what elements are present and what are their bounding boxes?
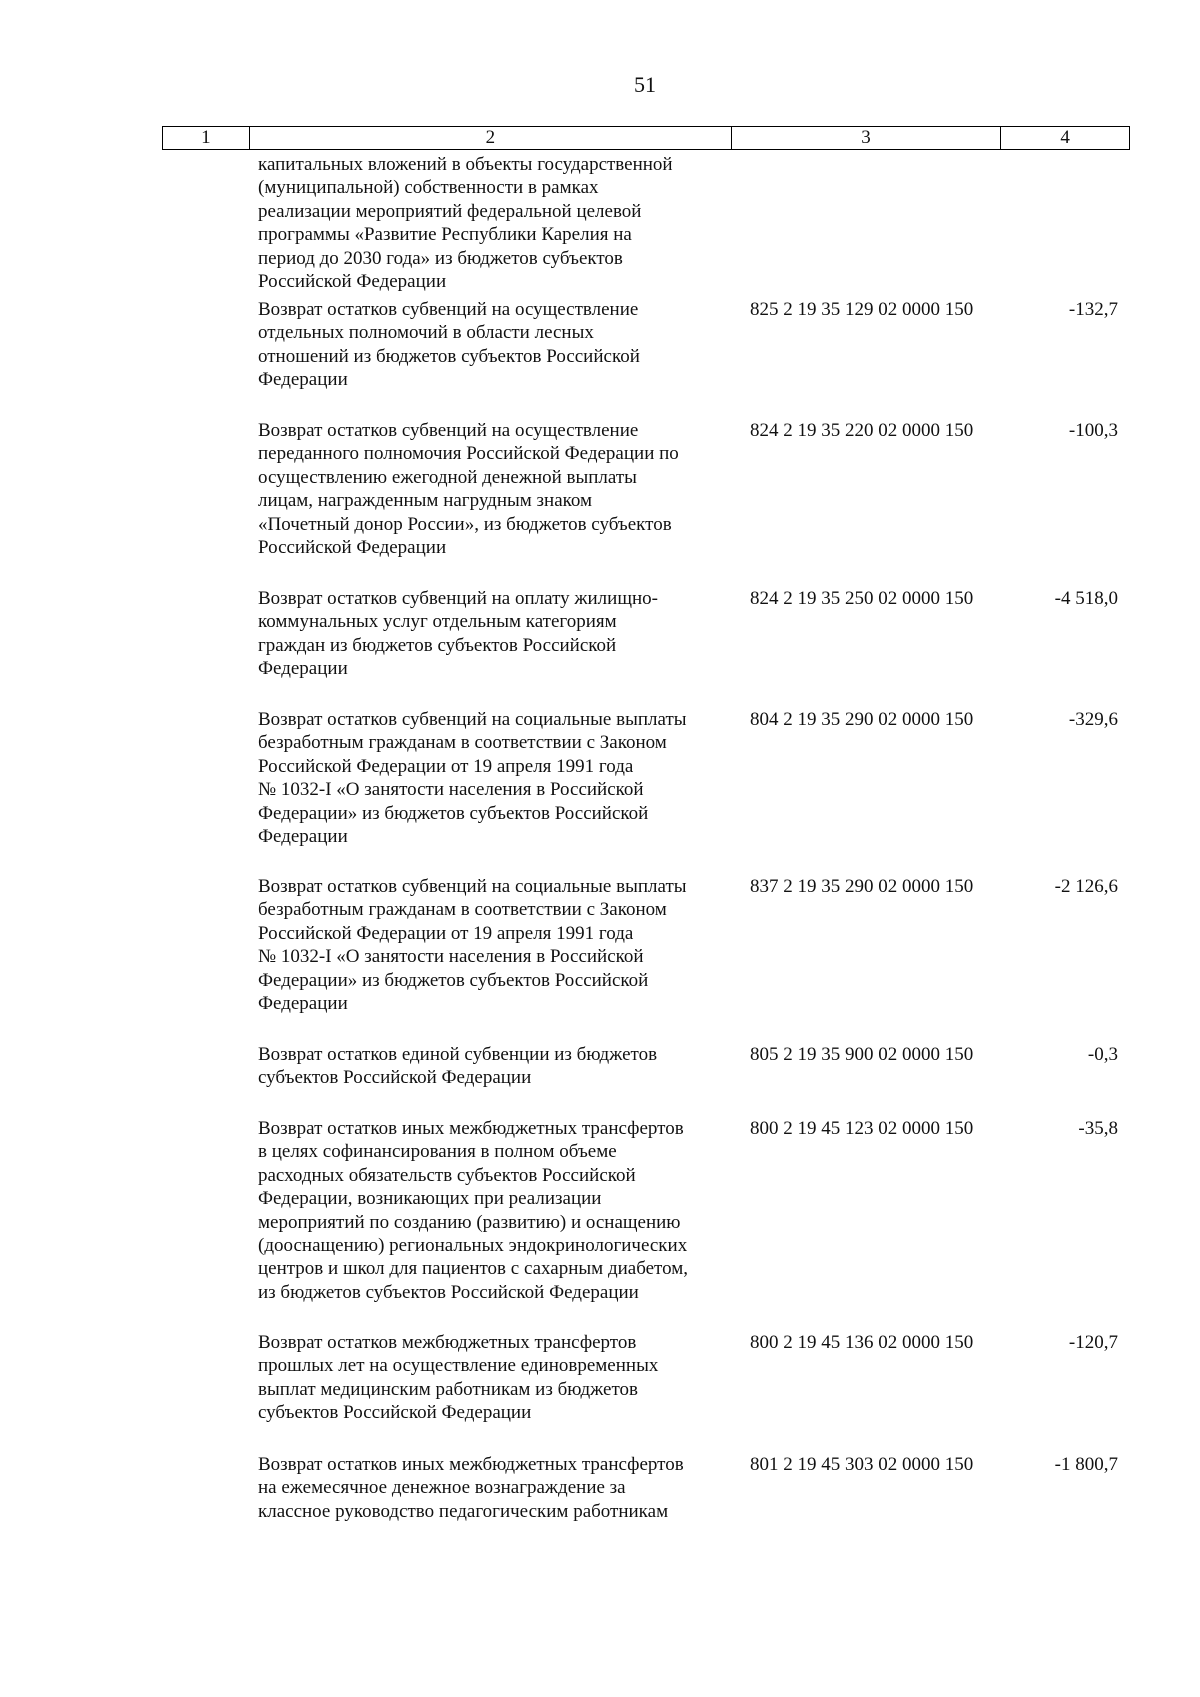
row-name: Возврат остатков субвенций на оплату жилищно- коммунальных услуг отдельным категориям граждан из бюджетов субъектов Российской Федерации: [258, 588, 658, 680]
table-row: [0, 1043, 1200, 1117]
row-name: Возврат остатков субвенций на социальные выплаты безработным гражданам в соответствии с Законом Российской Федерации от 19 апреля 1991 года № 1032-I «О занятости населения в Российской Федерации» из бюджетов субъектов Российской Федерации: [258, 709, 687, 848]
row-code: 801 2 19 45 303 02 0000 150: [750, 1454, 974, 1475]
table-row: [0, 419, 1200, 587]
table-row: [0, 587, 1200, 708]
table-row: [0, 153, 1200, 298]
table-row: [0, 708, 1200, 875]
row-name: Возврат остатков единой субвенции из бюджетов субъектов Российской Федерации: [258, 1044, 658, 1089]
row-name: Возврат остатков межбюджетных трансфертов прошлых лет на осуществление единовременных выплат медицинским работникам из бюджетов субъектов Российской Федерации: [258, 1332, 659, 1424]
table-row: [0, 1453, 1200, 1533]
row-code: 805 2 19 35 900 02 0000 150: [750, 1044, 974, 1065]
header-cell-1: 1: [201, 127, 211, 148]
row-code: 804 2 19 35 290 02 0000 150: [750, 709, 974, 730]
row-amount: -4 518,0: [1054, 588, 1118, 609]
row-amount: -100,3: [1068, 420, 1118, 441]
row-amount: -329,6: [1068, 709, 1118, 730]
row-code: 837 2 19 35 290 02 0000 150: [750, 876, 974, 897]
row-code: 824 2 19 35 220 02 0000 150: [750, 420, 974, 441]
row-code: 800 2 19 45 123 02 0000 150: [750, 1118, 974, 1139]
table-body: [0, 153, 1200, 1533]
row-code: 824 2 19 35 250 02 0000 150: [750, 588, 974, 609]
row-name: Возврат остатков субвенций на осуществление переданного полномочия Российской Федерации по осуществлению ежегодной денежной выплаты лицам, награжденным нагрудным знаком «Почетный донор России», из бюджетов субъектов Российской Федерации: [258, 420, 679, 559]
row-amount: -1 800,7: [1054, 1454, 1118, 1475]
row-amount: -35,8: [1078, 1118, 1118, 1139]
table-row: [0, 1331, 1200, 1453]
row-name: Возврат остатков субвенций на осуществление отдельных полномочий в области лесных отношений из бюджетов субъектов Российской Федерации: [258, 299, 640, 391]
row-amount: -2 126,6: [1054, 876, 1118, 897]
header-cell-2: 2: [249, 127, 731, 149]
table-row: [0, 1117, 1200, 1331]
row-amount: -132,7: [1068, 299, 1118, 320]
header-cell-3: 3: [731, 127, 1000, 149]
row-amount: -0,3: [1087, 1044, 1118, 1065]
row-name: Возврат остатков иных межбюджетных трансфертов на ежемесячное денежное вознаграждение за классное руководство педагогическим работникам: [258, 1454, 684, 1522]
page-number: 51: [634, 72, 656, 97]
row-name: Возврат остатков субвенций на социальные выплаты безработным гражданам в соответствии с Законом Российской Федерации от 19 апреля 1991 года № 1032-I «О занятости населения в Российской Федерации» из бюджетов субъектов Российской Федерации: [258, 876, 687, 1015]
row-code: 800 2 19 45 136 02 0000 150: [750, 1332, 974, 1353]
row-amount: -120,7: [1068, 1332, 1118, 1353]
row-name: Возврат остатков иных межбюджетных трансфертов в целях софинансирования в полном объеме расходных обязательств субъектов Российской Федерации, возникающих при реализации мероприятий по созданию (развитию) и оснащению (дооснащению) региональных эндокринологических центров и школ для пациентов с сахарным диабетом, из бюджетов субъектов Российской Федерации: [258, 1118, 689, 1303]
row-code: 825 2 19 35 129 02 0000 150: [750, 299, 974, 320]
table-row: [0, 298, 1200, 419]
table-header: [162, 126, 1130, 150]
row-name: капитальных вложений в объекты государственной (муниципальной) собственности в рамках реализации мероприятий федеральной целевой программы «Развитие Республики Карелия на период до 2030 года» из бюджетов субъектов Российской Федерации: [258, 154, 673, 293]
table-row: [0, 875, 1200, 1043]
header-cell-4: 4: [1000, 127, 1129, 149]
